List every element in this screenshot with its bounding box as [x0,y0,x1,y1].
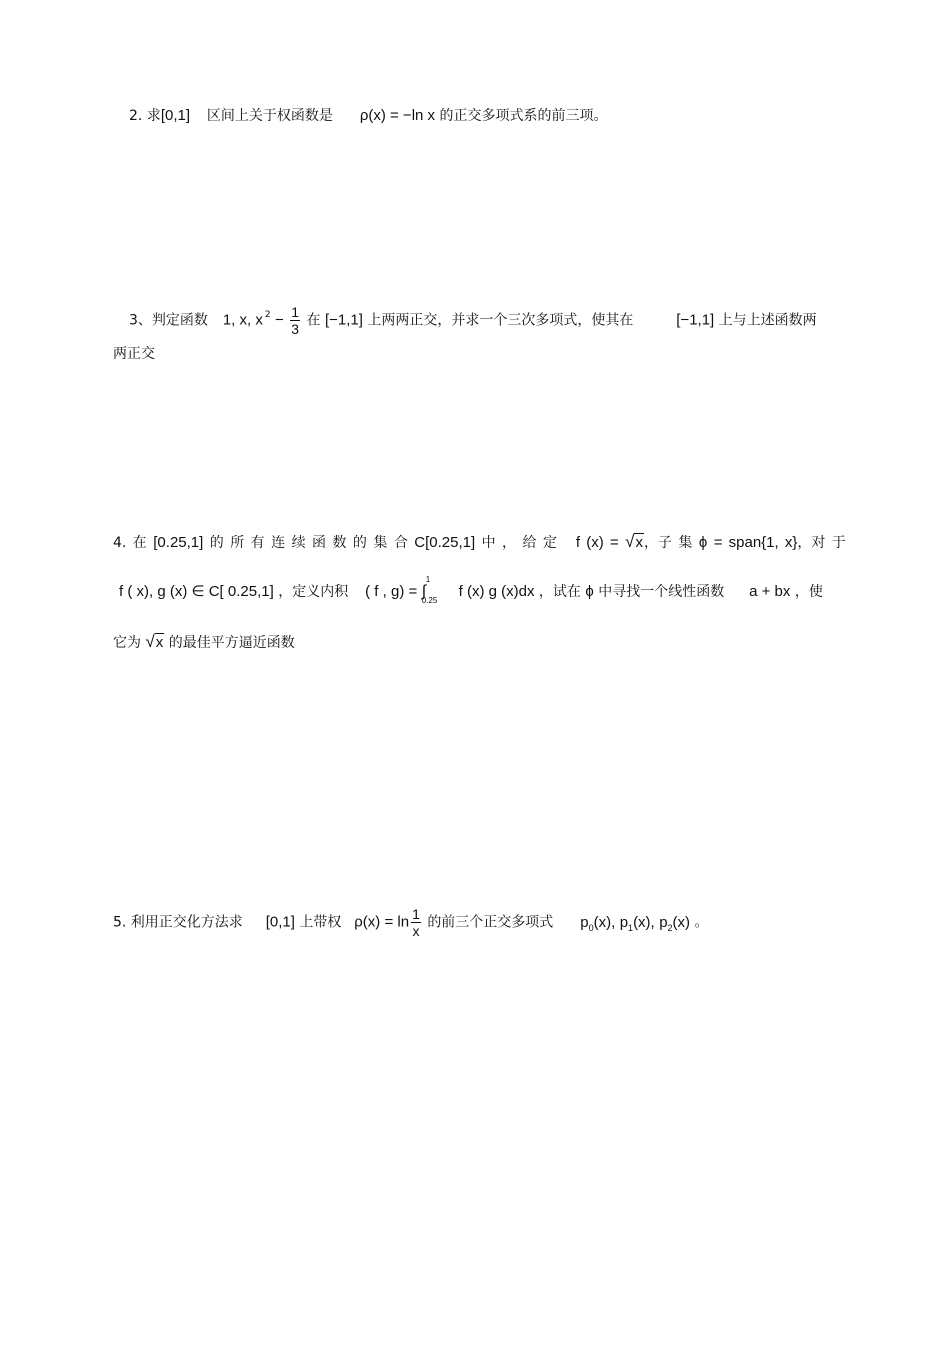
problem-4-prefix: 4. 在 [113,535,147,551]
problem-2-interval: [0,1] [160,107,190,124]
radical-icon: √ [145,632,155,651]
problem-5-text-2: 的前三个正交多项式 [427,914,554,931]
problem-2-prefix: 2. 求 [129,108,161,124]
problem-3-text-4: 两正交 [113,346,155,362]
problem-4-fg-membership: f ( x), g (x) ∈ C[ 0.25,1] [119,583,274,600]
polynomial-p1 [620,914,655,931]
problem-4-f-def: f (x) = [575,534,619,551]
problem-3-text-3: 上与上述函数两 [718,312,817,329]
problem-4-text-10: 的最佳平方逼近函数 [168,635,295,651]
problem-4-text-4: ，对 于 [797,535,846,551]
p0-argument: (x), [593,913,616,931]
p1-subscript: 1 [628,922,634,933]
problem-3-prefix: 3、判定函数 [129,312,208,329]
problem-4-text-5: ，定义内积 [278,584,349,600]
problem-4-line-1 [113,532,846,553]
p2-argument: (x) [672,913,691,931]
problem-4-line-2 [119,575,823,605]
sqrt-argument: x [155,634,164,651]
problem-5-text-3: 。 [694,914,709,931]
problem-3-text: 在 [306,312,321,329]
problem-4-line-3 [113,632,295,653]
p2-symbol: p [659,913,668,931]
problem-5 [113,906,709,939]
radical-icon: √ [625,532,635,551]
problem-4-integrand: f (x) g (x)dx [458,583,535,600]
integral-upper-limit: 1 [425,575,431,584]
problem-4-text-7: 中寻找一个线性函数 [598,584,725,600]
p1-argument: (x), [633,913,655,931]
problem-2-text-tail: 的正交多项式系的前三项。 [439,108,608,124]
problem-4-text-8: ，使 [794,584,823,600]
sqrt-argument: x [635,534,643,551]
problem-3-interval: [−1,1] [324,311,363,329]
problem-5-fraction [411,906,421,939]
problem-4-text: 的 所 有 连 续 函 数 的 集 合 [209,535,408,551]
problem-3-text-2: 上两两正交，并求一个三次多项式，使其在 [367,312,634,329]
problem-2-text: 区间上关于权函数是 [206,108,333,124]
p0-symbol: p [580,913,589,931]
fraction-numerator: 1 [412,906,420,922]
sqrt-x [625,532,644,553]
problem-3-interval-2: [−1,1] [676,311,715,329]
problem-4-phi-2: ϕ [585,583,594,600]
sqrt-x-2 [145,632,164,653]
problem-4-linear-function: a + bx [749,583,791,600]
problem-4-text-6: ，试在 [538,584,581,600]
problem-4-interval: [0.25,1] [153,534,204,551]
problem-5-interval: [0,1] [265,913,295,931]
problem-2-weight-function: ρ(x) = −ln x [359,107,436,124]
problem-4-phi: ϕ [698,534,708,551]
problem-3-continuation [113,344,155,364]
problem-4-inner-product: ( f , g) = [365,583,418,600]
problem-2 [129,106,608,126]
integral-lower-limit: 0.25 [421,596,438,605]
problem-4-function-space: C[0.25,1] [414,534,476,551]
p0-subscript: 0 [588,922,594,933]
fraction-denominator: 3 [291,321,300,337]
integral-sign: ∫ 1 0.25 [422,582,444,602]
problem-3-fraction [290,304,300,337]
problem-3-minus: − [275,311,284,329]
p2-subscript: 2 [667,922,673,933]
polynomial-p2 [659,914,690,931]
problem-3 [129,304,817,337]
problem-4-text-2: 中 ， 给 定 [481,535,557,551]
fraction-numerator: 1 [291,304,300,320]
problem-4-text-9: 它为 [113,635,141,651]
problem-4-text-3: ，子 集 [643,535,693,551]
problem-5-text: 上带权 [299,914,342,931]
problem-4-span: = span{1, x} [713,534,798,551]
fraction-denominator: x [412,923,420,939]
problem-5-prefix: 5. 利用正交化方法求 [113,914,243,931]
p1-symbol: p [619,913,629,931]
problem-3-functions: 1, x, x [222,311,263,329]
problem-3-exponent: 2 [264,309,271,320]
polynomial-p0 [580,914,615,931]
problem-5-weight-lhs: ρ(x) = ln [354,913,410,931]
